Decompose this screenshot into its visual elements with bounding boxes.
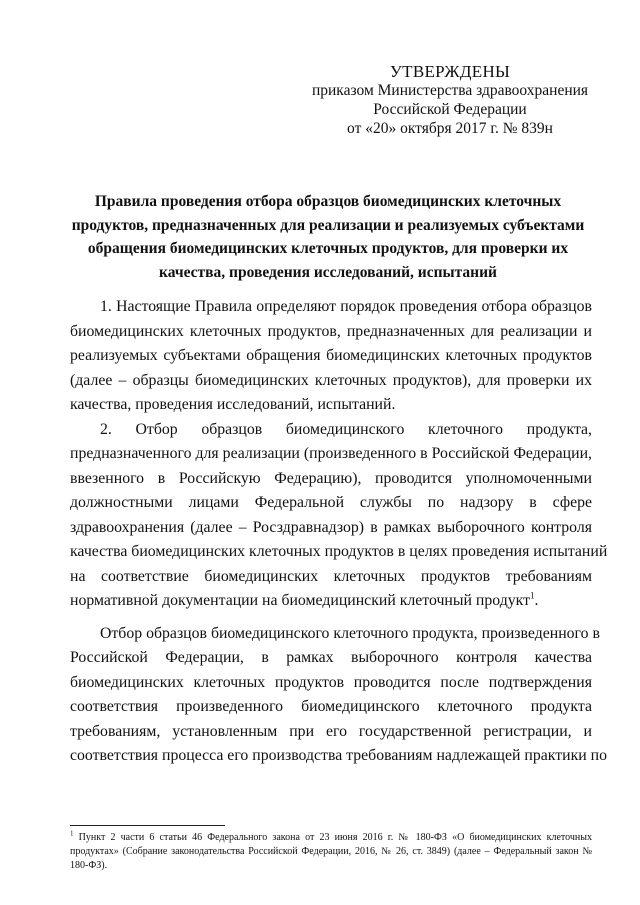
title-line-3: обращения биомедицинских клеточных продуктов, для проверки их	[87, 240, 569, 257]
paragraph-1-line: биомедицинских клеточных продуктов, предназначенных для реализации и	[70, 322, 592, 340]
paragraph-2-line: качества биомедицинских клеточных продуктов в целях проведения испытаний	[70, 543, 608, 560]
approval-heading: УТВЕРЖДЕНЫ	[389, 62, 511, 81]
title-line-1: Правила проведения отбора образцов биомедицинских клеточных	[94, 193, 562, 210]
paragraph-3-line: Отбор образцов биомедицинского клеточного продукта, произведенного в	[100, 624, 600, 642]
paragraph-3-line: требованиям, установленным при его государственной регистрации, и	[70, 722, 592, 740]
paragraph-2	[70, 418, 608, 614]
paragraph-3-line: биомедицинских клеточных продуктов проводится после подтверждения	[70, 673, 592, 691]
paragraph-2-line: 2. Отбор образцов биомедицинского клеточного продукта,	[100, 420, 592, 438]
approval-stamp	[300, 62, 600, 138]
footnote-separator	[70, 825, 225, 826]
footnote-reference[interactable]: 1	[530, 590, 535, 601]
paragraph-3	[70, 622, 607, 769]
paragraph-3-line: Российской Федерации, в рамках выборочного контроля качества	[70, 649, 592, 666]
approval-line-1: приказом Министерства здравоохранения	[311, 82, 589, 99]
paragraph-2-line: должностными лицами Федеральной службы по надзору в сфере	[70, 494, 592, 511]
document-title	[58, 190, 598, 284]
footnote-text: Пункт 2 части 6 статьи 46 Федерального закона от 23 июня 2016 г. № 180-ФЗ «О биомедицинских клеточных продуктах» (Собрание законодательства Российской Федерации, 2016, № 26, ст. 3849) (далее – Федеральный закон № 180-ФЗ).	[70, 832, 592, 871]
footnote-mark: 1	[70, 829, 74, 838]
document-body	[70, 295, 608, 769]
paragraph-gap	[70, 614, 592, 622]
approval-line-3: от «20» октября 2017 г. № 839н	[347, 120, 553, 137]
paragraph-1-line: 1. Настоящие Правила определяют порядок проведения отбора образцов	[100, 298, 592, 315]
paragraph-3-line: соответствия процесса его производства требованиям надлежащей практики по	[70, 747, 607, 764]
footnote	[70, 831, 592, 873]
approval-line-2: Российской Федерации	[373, 101, 527, 118]
paragraph-2-last-line: нормативной документации на биомедицинский клеточный продукт$^1$.	[70, 590, 539, 609]
paragraph-2-line: предназначенного для реализации (произведенного в Российской Федерации,	[70, 445, 592, 462]
paragraph-3-line: соответствия произведенного биомедицинского клеточного продукта	[70, 698, 592, 715]
title-line-2: продуктов, предназначенных для реализации и реализуемых субъектами	[71, 216, 585, 234]
paragraph-1-line: качества, проведения исследований, испытаний.	[70, 396, 396, 413]
paragraph-2-line: ввезенного в Российскую Федерацию), проводится уполномоченными	[70, 469, 592, 487]
paragraph-2-line: здравоохранения (далее – Росздравнадзор) в рамках выборочного контроля	[70, 518, 592, 536]
paragraph-1	[70, 295, 592, 418]
paragraph-2-line: нормативной документации на биомедицинский клеточный продукт	[70, 592, 530, 609]
paragraph-1-line: реализуемых субъектами обращения биомедицинских клеточных продуктов	[70, 347, 592, 364]
paragraph-1-line: (далее – образцы биомедицинских клеточных продуктов), для проверки их	[70, 371, 592, 389]
title-line-4: качества, проведения исследований, испытаний	[159, 263, 497, 281]
paragraph-2-line: на соответствие биомедицинских клеточных продуктов требованиям	[70, 567, 592, 585]
